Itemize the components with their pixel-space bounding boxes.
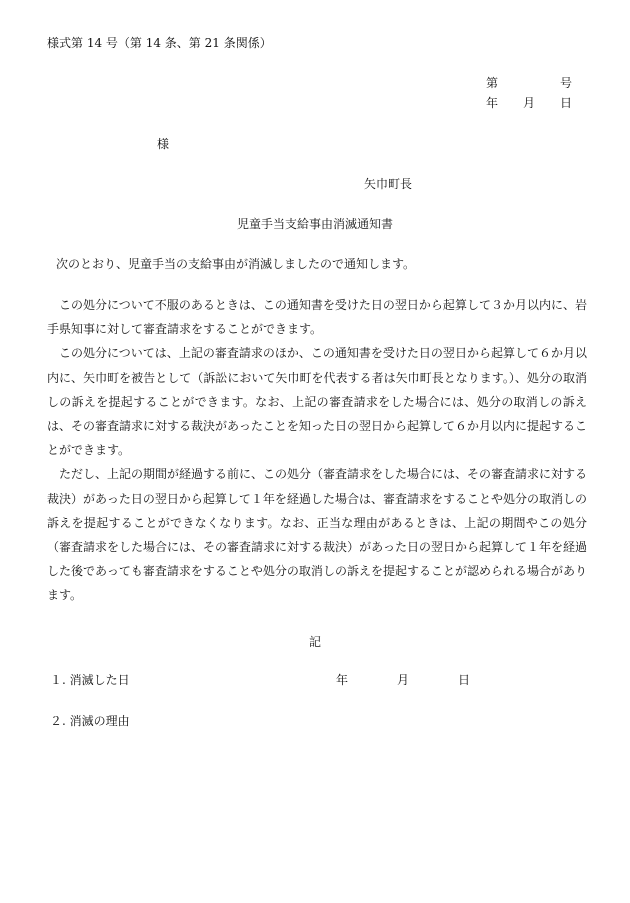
form-number: 様式第 14 号（第 14 条、第 21 条関係）: [47, 36, 272, 50]
recipient-honorific: 様: [157, 137, 170, 151]
issue-year: 年: [486, 96, 499, 110]
appeal-notice: [47, 293, 587, 608]
number-suffix: 号: [560, 76, 573, 90]
issue-month: 月: [523, 96, 536, 110]
item2-label: ２. 消滅の理由: [50, 714, 130, 728]
ki-heading: 記: [308, 635, 321, 649]
issue-day: 日: [560, 96, 573, 110]
paragraph-lawsuit: この処分については、上記の審査請求のほか、この通知書を受けた日の翌日から起算して６か月以内に、矢巾町を被告として（訴訟において矢巾町を代表する者は矢巾町長となります。）、処分の取消しの訴えを提起することができます。なお、上記の審査請求をした場合には、処分の取消しの訴えは、その審査請求に対する裁決があったことを知った日の翌日から起算して６か月以内に提起することができます。: [47, 346, 587, 458]
intro-text: 次のとおり、児童手当の支給事由が消滅しましたので通知します。: [56, 257, 416, 271]
item1-year: 年: [336, 673, 349, 687]
paragraph-appeal: この処分について不服のあるときは、この通知書を受けた日の翌日から起算して３か月以内に、岩手県知事に対して審査請求をすることができます。: [47, 298, 587, 337]
number-prefix: 第: [486, 76, 499, 90]
item1-month: 月: [397, 673, 410, 687]
paragraph-deadline: ただし、上記の期間が経過する前に、この処分（審査請求をした場合には、その審査請求に対する裁決）があった日の翌日から起算して１年を経過した場合は、審査請求をすることや処分の取消しの訴えを提起することができなくなります。なお、正当な理由があるときは、上記の期間やこの処分（審査請求をした場合には、その審査請求に対する裁決）があった日の翌日から起算して１年を経過した後であっても審査請求をすることや処分の取消しの訴えを提起することが認められる場合があります。: [47, 467, 588, 603]
item1-label: １. 消滅した日: [50, 673, 130, 687]
sender-name: 矢巾町長: [364, 177, 413, 191]
item1-day: 日: [458, 673, 471, 687]
document-title: 児童手当支給事由消滅通知書: [236, 217, 393, 231]
